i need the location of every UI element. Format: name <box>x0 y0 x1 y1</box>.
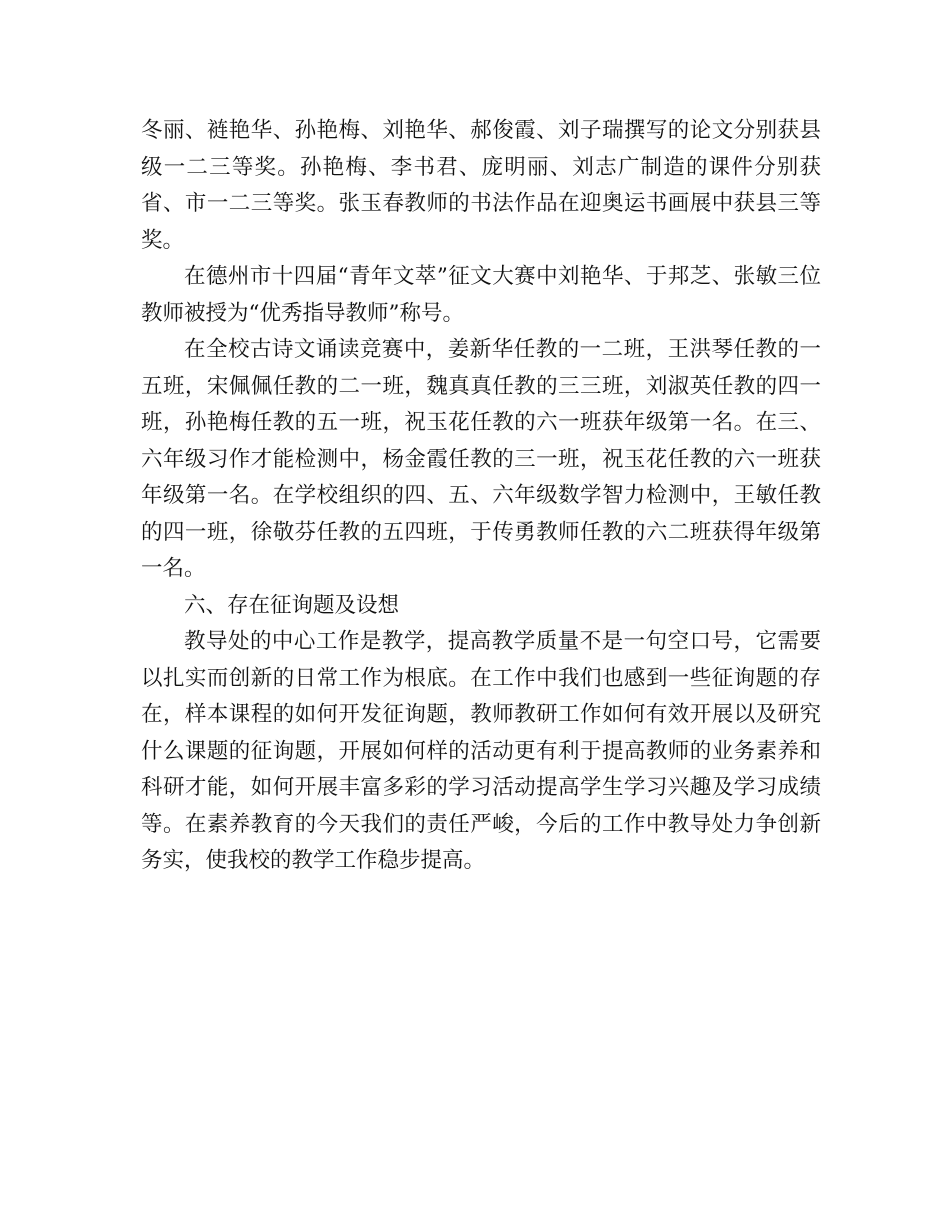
paragraph-class-rankings: 在全校古诗文诵读竞赛中，姜新华任教的一二班，王洪琴任教的一五班，宋佩佩任教的二一班，魏真真任教的三三班，刘淑英任教的四一班，孙艳梅任教的五一班，祝玉花任教的六一班获年级第一名。在三、六年级习作才能检测中，杨金霞任教的三一班，祝玉花任教的六一班获年级第一名。在学校组织的四、五、六年级数学智力检测中，王敏任教的四一班，徐敬芬任教的五四班，于传勇教师任教的六二班获得年级第一名。 <box>141 337 821 581</box>
paragraph-problems-and-plans: 教导处的中心工作是教学，提高教学质量不是一句空口号，它需要以扎实而创新的日常工作为根底。在工作中我们也感到一些征询题的存在，样本课程的如何开发征询题，教师教研工作如何有效开展以及研究什么课题的征询题，开展如何样的活动更有利于提高教师的业务素养和科研才能，如何开展丰富多彩的学习活动提高学生学习兴趣及学习成绩等。在素养教育的今天我们的责任严峻，今后的工作中教导处力争创新务实，使我校的教学工作稳步提高。 <box>141 629 821 873</box>
paragraph-youth-essay-contest: 在德州市十四届“青年文萃”征文大赛中刘艳华、于邦芝、张敏三位教师被授为“优秀指导教师”称号。 <box>141 264 821 326</box>
document-body <box>141 113 821 880</box>
section-heading-problems: 六、存在征询题及设想 <box>184 592 400 618</box>
paragraph-awards-papers: 冬丽、裢艳华、孙艳梅、刘艳华、郝俊霞、刘子瑞撰写的论文分别获县级一二三等奖。孙艳梅、李书君、庞明丽、刘志广制造的课件分别获省、市一二三等奖。张玉春教师的书法作品在迎奥运书画展中获县三等奖。 <box>141 118 821 253</box>
